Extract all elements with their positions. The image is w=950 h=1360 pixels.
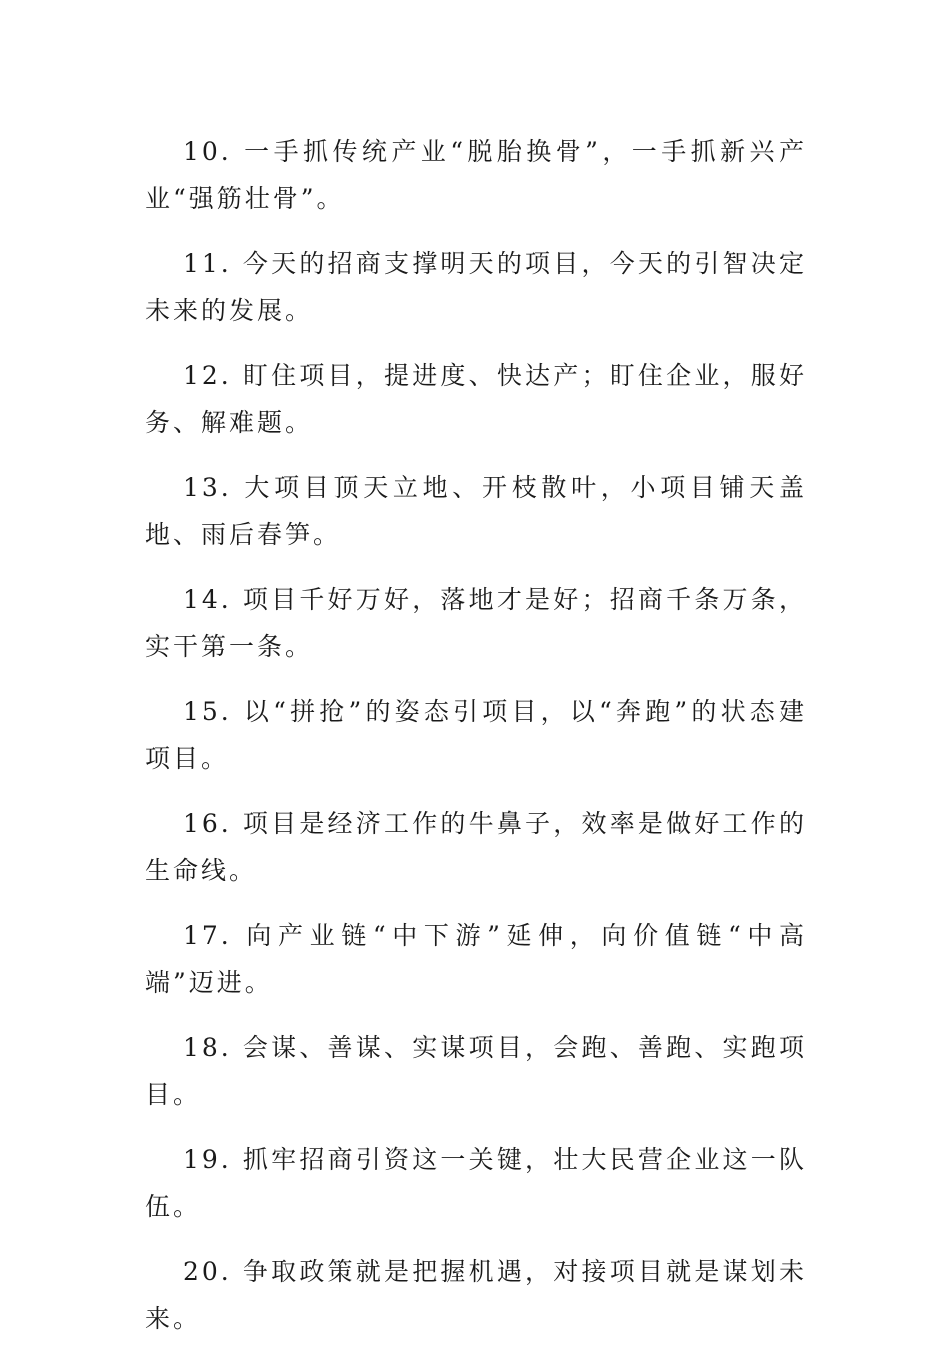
paragraph-19: 19. 抓牢招商引资这一关键，壮大民营企业这一队伍。 [145,1145,807,1221]
paragraph-11: 11. 今天的招商支撑明天的项目，今天的引智决定未来的发展。 [145,249,807,325]
document-body [145,128,807,1360]
paragraph-16: 16. 项目是经济工作的牛鼻子，效率是做好工作的生命线。 [145,809,807,885]
paragraph-17: 17. 向产业链“中下游”延伸，向价值链“中高端”迈进。 [145,921,807,997]
paragraph-10: 10. 一手抓传统产业“脱胎换骨”，一手抓新兴产业“强筋壮骨”。 [145,137,807,213]
paragraph-18: 18. 会谋、善谋、实谋项目，会跑、善跑、实跑项目。 [145,1033,807,1109]
paragraph-13: 13. 大项目顶天立地、开枝散叶，小项目铺天盖地、雨后春笋。 [145,473,807,549]
paragraph-20: 20. 争取政策就是把握机遇，对接项目就是谋划未来。 [145,1257,807,1333]
paragraph-14: 14. 项目千好万好，落地才是好；招商千条万条，实干第一条。 [145,585,807,661]
paragraph-12: 12. 盯住项目，提进度、快达产；盯住企业，服好务、解难题。 [145,361,807,437]
paragraph-15: 15. 以“拼抢”的姿态引项目，以“奔跑”的状态建项目。 [145,697,807,773]
